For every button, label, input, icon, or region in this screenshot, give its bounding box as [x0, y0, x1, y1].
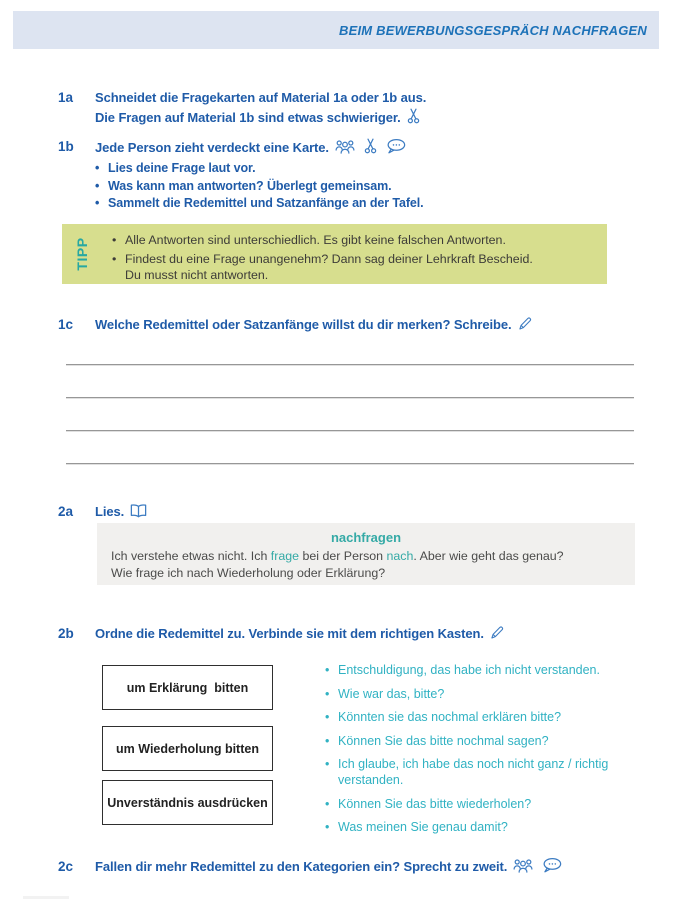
list-item — [95, 160, 640, 178]
task-1b-bullet-list — [95, 160, 640, 213]
bullet-marker: • — [325, 663, 330, 677]
text-segment-highlight: nach — [386, 549, 414, 563]
bullet-marker: • — [112, 252, 117, 266]
task-2a-title: Lies. — [95, 504, 125, 519]
bullet-marker: • — [325, 820, 330, 834]
tipp-item-text: Du musst nicht antworten. — [125, 268, 269, 282]
task-1c — [58, 315, 640, 334]
text-segment: . Aber wie geht das genau? — [413, 549, 564, 563]
category-box-label: um Erklärung bitten — [126, 680, 249, 695]
phrase-text: Könnten sie das nochmal erklären bitte? — [338, 710, 562, 724]
speech-bubble-icon — [541, 857, 563, 874]
task-1c-number: 1c — [58, 317, 74, 332]
task-1a-line1: Schneidet die Fragekarten auf Material 1a oder 1b aus. — [95, 90, 427, 105]
writing-line — [66, 397, 634, 399]
task-1b-number: 1b — [58, 139, 74, 154]
bullet-marker: • — [325, 686, 330, 701]
tipp-item — [112, 251, 597, 283]
page-header-bar — [13, 11, 659, 49]
task-2b-number: 2b — [58, 626, 74, 641]
task-1a-number: 1a — [58, 90, 74, 105]
phrase-list — [325, 662, 645, 843]
list-item — [325, 709, 645, 725]
tipp-item-text: Alle Antworten sind unterschiedlich. Es gibt keine falschen Antworten. — [125, 233, 506, 247]
pencil-icon — [517, 315, 533, 332]
task-1c-title: Welche Redemittel oder Satzanfänge willst du dir merken? Schreibe. — [95, 317, 512, 332]
task-1b-title: Jede Person zieht verdeckt eine Karte. — [95, 140, 329, 155]
category-box-incomprehension — [102, 780, 273, 825]
task-2c-title: Fallen dir mehr Redemittel zu den Kategorien ein? Sprecht zu zweit. — [95, 859, 508, 874]
list-item — [325, 686, 645, 702]
task-2a-number: 2a — [58, 504, 74, 519]
task-2c-number: 2c — [58, 859, 74, 874]
task-2b-title: Ordne die Redemittel zu. Verbinde sie mit dem richtigen Kasten. — [95, 626, 484, 641]
group-icon — [512, 857, 534, 874]
phrase-text: Können Sie das bitte nochmal sagen? — [338, 733, 549, 748]
scissors-icon — [406, 107, 421, 125]
list-item — [325, 662, 645, 678]
task-2b — [58, 624, 640, 643]
writing-line — [66, 430, 634, 432]
group-icon — [334, 138, 356, 155]
list-item — [95, 195, 640, 213]
list-item-text: Sammelt die Redemittel und Satzanfänge an der Tafel. — [108, 196, 424, 210]
list-item — [325, 819, 645, 835]
footer-fragment — [23, 896, 69, 899]
bullet-marker: • — [95, 161, 100, 175]
scissors-icon — [363, 137, 378, 155]
speech-bubble-icon — [385, 138, 407, 155]
bullet-marker: • — [112, 233, 117, 247]
reading-box-text — [111, 548, 621, 581]
task-1b — [58, 137, 640, 213]
bullet-marker: • — [95, 196, 100, 210]
phrase-text: Was meinen Sie genau damit? — [338, 820, 508, 834]
list-item — [325, 756, 645, 788]
task-1a — [58, 88, 640, 127]
list-item-text: Lies deine Frage laut vor. — [108, 161, 256, 175]
list-item-text: Was kann man antworten? Überlegt gemeinsam. — [108, 178, 392, 193]
list-item — [95, 178, 640, 196]
pencil-icon — [489, 624, 505, 641]
phrase-text: Ich glaube, ich habe das noch nicht ganz / richtig verstanden. — [338, 757, 609, 787]
category-box-label: Unverständnis ausdrücken — [107, 795, 268, 810]
page-title: BEIM BEWERBUNGSGESPRÄCH NACHFRAGEN — [339, 22, 647, 38]
phrase-text: Können Sie das bitte wiederholen? — [338, 796, 532, 811]
reading-box-title: nachfragen — [330, 530, 402, 545]
phrase-text: Wie war das, bitte? — [338, 686, 445, 701]
tipp-content — [62, 224, 607, 283]
tipp-box — [62, 224, 607, 284]
bullet-marker: • — [95, 178, 100, 193]
tipp-label: TIPP — [74, 237, 90, 271]
phrase-text: Entschuldigung, das habe ich nicht verstanden. — [338, 663, 600, 677]
category-box-repetition — [102, 726, 273, 771]
writing-line — [66, 463, 634, 465]
category-box-explanation — [102, 665, 273, 710]
tipp-item — [112, 232, 597, 248]
tipp-item-text: Findest du eine Frage unangenehm? Dann sag deiner Lehrkraft Bescheid. — [125, 252, 533, 266]
text-segment: bei der Person — [299, 549, 387, 563]
list-item — [325, 796, 645, 812]
task-1a-line2: Die Fragen auf Material 1b sind etwas schwieriger. — [95, 110, 401, 125]
category-box-label: um Wiederholung bitten — [116, 741, 259, 756]
bullet-marker: • — [325, 796, 330, 811]
bullet-marker: • — [325, 757, 330, 771]
text-segment: Wie frage ich nach Wiederholung oder Erklärung? — [111, 565, 386, 580]
open-book-icon — [129, 503, 148, 519]
bullet-marker: • — [325, 733, 330, 748]
bullet-marker: • — [325, 710, 330, 724]
text-segment-highlight: frage — [270, 549, 300, 563]
reading-box — [97, 523, 635, 585]
list-item — [325, 733, 645, 749]
task-2c — [58, 857, 640, 876]
text-segment: Ich verstehe etwas nicht. Ich — [111, 549, 271, 563]
writing-line — [66, 364, 634, 366]
task-2a — [58, 502, 640, 521]
